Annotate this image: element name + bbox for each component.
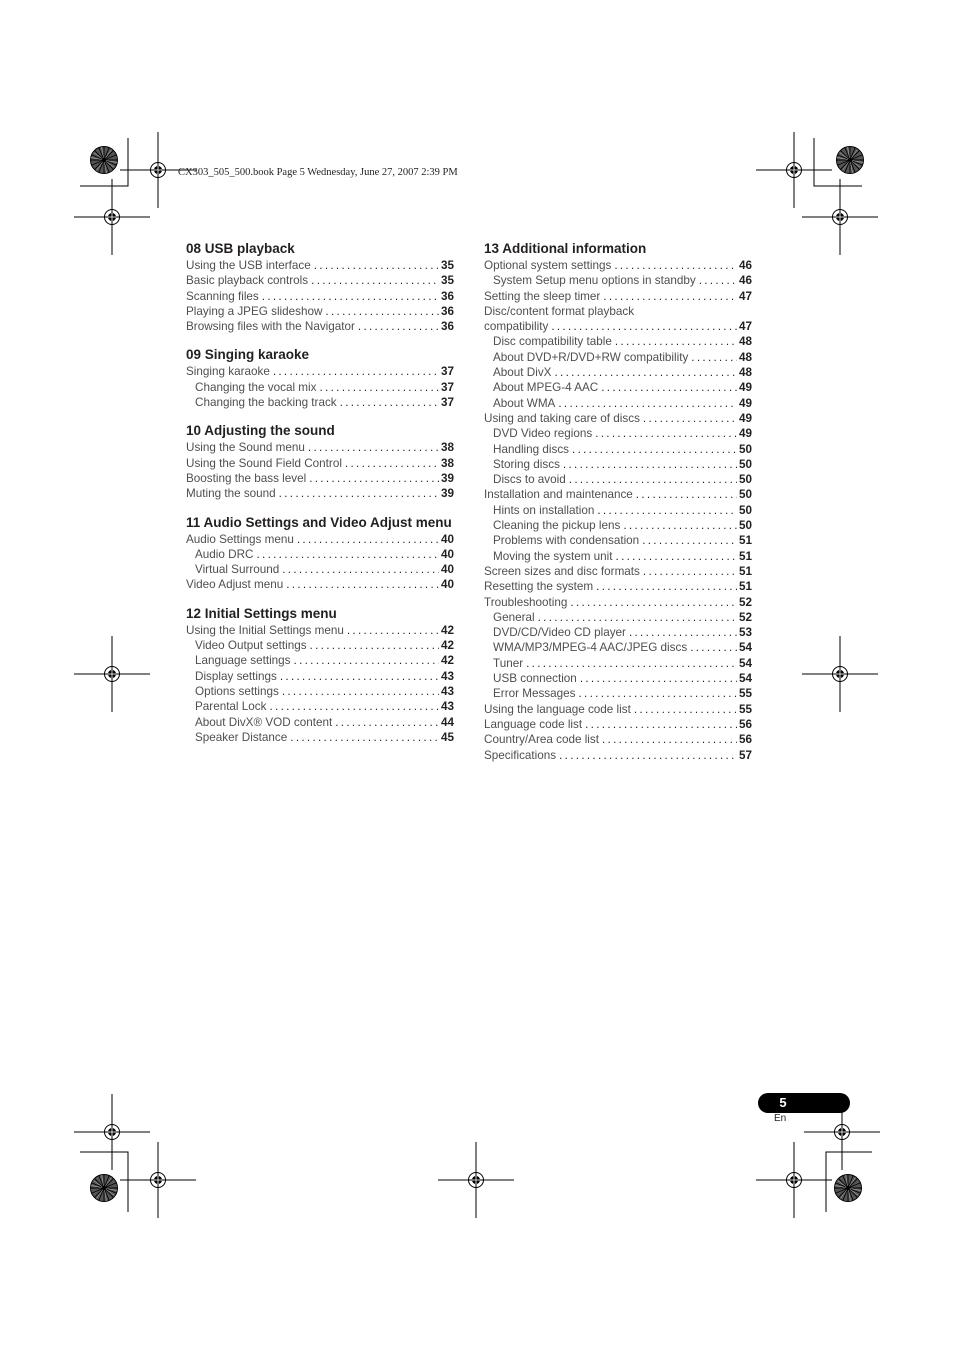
toc-entry-page: 42 bbox=[440, 654, 454, 668]
toc-entry-page: 52 bbox=[738, 610, 752, 624]
toc-entry bbox=[484, 610, 752, 625]
toc-entry bbox=[186, 380, 454, 395]
toc-entry-text: Virtual Surround bbox=[195, 563, 280, 577]
toc-section bbox=[484, 240, 752, 763]
toc-entry-text: Audio DRC bbox=[195, 547, 254, 561]
toc-entry-page: 35 bbox=[440, 259, 454, 272]
toc-entry bbox=[484, 334, 752, 349]
dot-leader bbox=[634, 702, 737, 717]
toc-entry-text: compatibility bbox=[484, 320, 549, 334]
toc-entry-page: 56 bbox=[738, 717, 752, 731]
dot-leader bbox=[335, 715, 439, 730]
toc-entry bbox=[186, 577, 454, 592]
toc-entry-text: Basic playback controls bbox=[186, 274, 309, 288]
dot-leader bbox=[616, 549, 737, 564]
dot-leader bbox=[310, 638, 439, 653]
toc-entry-text: About MPEG-4 AAC bbox=[493, 381, 599, 395]
toc-entry-text: Discs to avoid bbox=[493, 473, 566, 487]
toc-entry bbox=[484, 273, 752, 288]
toc-entry-text: Boosting the bass level bbox=[186, 471, 307, 485]
toc-entry-text: Display settings bbox=[195, 669, 277, 683]
toc-section bbox=[186, 514, 454, 593]
dot-leader bbox=[286, 577, 439, 592]
dot-leader bbox=[269, 699, 439, 714]
toc-entry-text: Country/Area code list bbox=[484, 733, 599, 747]
toc-entry bbox=[484, 595, 752, 610]
dot-leader bbox=[643, 411, 737, 426]
toc-entry-page: 52 bbox=[738, 595, 752, 609]
file-header: CX303_505_500.book Page 5 Wednesday, June 27, 2007 2:39 PM bbox=[178, 167, 458, 178]
toc-entry bbox=[484, 457, 752, 472]
toc-entry-page: 50 bbox=[738, 473, 752, 487]
dot-leader bbox=[643, 564, 737, 579]
toc-entry bbox=[186, 730, 454, 745]
toc-entry bbox=[484, 426, 752, 441]
toc-entry-page: 55 bbox=[738, 702, 752, 716]
toc-section-title: 11 Audio Settings and Video Adjust menu bbox=[186, 514, 452, 530]
toc-entry bbox=[484, 686, 752, 701]
toc-entry-text: Optional system settings bbox=[484, 259, 612, 272]
toc-entry-page: 42 bbox=[440, 639, 454, 653]
toc-entry-page: 54 bbox=[738, 656, 752, 670]
toc-entry-page: 56 bbox=[738, 733, 752, 747]
dot-leader bbox=[279, 486, 439, 501]
dot-leader bbox=[345, 456, 439, 471]
toc-entry bbox=[484, 564, 752, 579]
toc-section bbox=[186, 605, 454, 745]
toc-entry bbox=[484, 380, 752, 395]
toc-entry-text: Scanning files bbox=[186, 289, 259, 303]
toc-entry-text: Muting the sound bbox=[186, 487, 276, 501]
dot-leader bbox=[309, 471, 439, 486]
toc-entry bbox=[484, 702, 752, 717]
dot-leader bbox=[308, 440, 439, 455]
toc-entry-page: 39 bbox=[440, 471, 454, 485]
toc-entry bbox=[186, 258, 454, 273]
toc-entry-page: 48 bbox=[738, 350, 752, 364]
toc-entry-text: Cleaning the pickup lens bbox=[493, 519, 621, 533]
toc-entry-page: 49 bbox=[738, 427, 752, 441]
dot-leader bbox=[636, 487, 737, 502]
dot-leader bbox=[320, 380, 439, 395]
toc-entry bbox=[484, 442, 752, 457]
toc-entry-page: 38 bbox=[440, 456, 454, 470]
dot-leader bbox=[690, 640, 737, 655]
toc-entry bbox=[484, 487, 752, 502]
toc-entry-text: Disc compatibility table bbox=[493, 335, 612, 349]
dot-leader bbox=[294, 653, 439, 668]
toc-entry-page: 48 bbox=[738, 335, 752, 349]
toc-entry-text: DVD Video regions bbox=[493, 427, 593, 441]
toc-entry bbox=[484, 365, 752, 380]
dot-leader bbox=[314, 258, 439, 273]
toc-entry-page: 38 bbox=[440, 441, 454, 455]
toc-entry-text: Changing the vocal mix bbox=[195, 380, 317, 394]
toc-entry bbox=[186, 684, 454, 699]
toc-entry bbox=[186, 304, 454, 319]
toc-entry bbox=[186, 699, 454, 714]
dot-leader bbox=[615, 334, 737, 349]
toc-entry-text: Language code list bbox=[484, 717, 583, 731]
toc-entry bbox=[484, 518, 752, 533]
dot-leader bbox=[595, 426, 737, 441]
toc-entry bbox=[484, 549, 752, 564]
toc-entry-text: Disc/content format playback bbox=[484, 304, 635, 318]
dot-leader bbox=[273, 364, 439, 379]
dot-leader bbox=[691, 350, 737, 365]
toc-entry-page: 47 bbox=[738, 320, 752, 334]
toc-entry-text: USB connection bbox=[493, 672, 577, 686]
toc-entry-text: Resetting the system bbox=[484, 580, 594, 594]
toc-entry-text: Options settings bbox=[195, 684, 279, 698]
dot-leader bbox=[551, 319, 737, 334]
toc-entry bbox=[484, 579, 752, 594]
dot-leader bbox=[570, 595, 737, 610]
toc-entry-page: 36 bbox=[440, 289, 454, 303]
toc-entry bbox=[484, 717, 752, 732]
toc-entry-page: 40 bbox=[440, 532, 454, 546]
dot-leader bbox=[597, 503, 737, 518]
toc-entry-text: Using the Initial Settings menu bbox=[186, 623, 344, 637]
toc-entry-page: 50 bbox=[738, 442, 752, 456]
toc-entry-page: 46 bbox=[738, 259, 752, 272]
toc-entry-text: Singing karaoke bbox=[186, 365, 270, 379]
toc-entry bbox=[484, 396, 752, 411]
toc-entry-text: Video Output settings bbox=[195, 639, 307, 653]
toc-entry bbox=[484, 732, 752, 747]
dot-leader bbox=[256, 547, 439, 562]
toc-entry-page: 50 bbox=[738, 503, 752, 517]
toc-entry-page: 51 bbox=[738, 580, 752, 594]
toc-entry bbox=[186, 669, 454, 684]
toc-entry bbox=[186, 638, 454, 653]
toc-entry bbox=[186, 653, 454, 668]
toc-entry-page: 36 bbox=[440, 304, 454, 318]
toc-entry-text: Problems with condensation bbox=[493, 534, 640, 548]
toc-entry-text: System Setup menu options in standby bbox=[493, 274, 696, 288]
dot-leader bbox=[290, 730, 439, 745]
toc-entry-page: 50 bbox=[738, 488, 752, 502]
dot-leader bbox=[572, 442, 737, 457]
toc-entry bbox=[484, 640, 752, 655]
dot-leader bbox=[699, 273, 737, 288]
toc-entry-text: Using and taking care of discs bbox=[484, 411, 640, 425]
toc-entry bbox=[484, 411, 752, 426]
toc-entry-text: Moving the system unit bbox=[493, 549, 613, 563]
toc-entry-text: Parental Lock bbox=[195, 700, 267, 714]
toc-entry-page: 39 bbox=[440, 487, 454, 501]
toc-entry-page: 40 bbox=[440, 563, 454, 577]
toc-entry bbox=[186, 289, 454, 304]
dot-leader bbox=[325, 304, 439, 319]
toc-entry-text: Audio Settings menu bbox=[186, 532, 294, 546]
toc-entry bbox=[484, 289, 752, 304]
toc-entry-page: 51 bbox=[738, 534, 752, 548]
toc-entry-page: 49 bbox=[738, 411, 752, 425]
toc-entry-text: Storing discs bbox=[493, 457, 560, 471]
toc-entry-text: WMA/MP3/MPEG-4 AAC/JPEG discs bbox=[493, 641, 688, 655]
dot-leader bbox=[558, 396, 737, 411]
toc-entry-text: DVD/CD/Video CD player bbox=[493, 626, 626, 640]
dot-leader bbox=[347, 623, 439, 638]
dot-leader bbox=[340, 395, 439, 410]
toc-entry bbox=[484, 319, 752, 334]
dot-leader bbox=[596, 579, 737, 594]
dot-leader bbox=[526, 656, 737, 671]
dot-leader bbox=[602, 732, 737, 747]
toc-entry-text: Using the USB interface bbox=[186, 259, 311, 272]
toc-section bbox=[186, 240, 454, 334]
toc-entry-text: Setting the sleep timer bbox=[484, 289, 601, 303]
toc-section bbox=[186, 422, 454, 501]
toc-entry-text: Playing a JPEG slideshow bbox=[186, 304, 323, 318]
toc-entry bbox=[186, 715, 454, 730]
toc-entry bbox=[484, 258, 752, 273]
dot-leader bbox=[538, 610, 737, 625]
toc-entry-page: 43 bbox=[440, 669, 454, 683]
toc-entry-text: Handling discs bbox=[493, 442, 570, 456]
toc-entry-text: About DivX® VOD content bbox=[195, 715, 333, 729]
toc-entry bbox=[186, 486, 454, 501]
toc-entry-page: 51 bbox=[738, 564, 752, 578]
toc-entry bbox=[186, 319, 454, 334]
toc-entry-text: Browsing files with the Navigator bbox=[186, 320, 355, 334]
dot-leader bbox=[569, 472, 737, 487]
toc-entry-page: 50 bbox=[738, 457, 752, 471]
toc-entry-page: 43 bbox=[440, 684, 454, 698]
toc-entry-page: 54 bbox=[738, 672, 752, 686]
toc-entry bbox=[186, 440, 454, 455]
toc-entry-page: 37 bbox=[440, 396, 454, 410]
toc-entry-text: Specifications bbox=[484, 748, 557, 762]
toc-entry-page: 37 bbox=[440, 380, 454, 394]
dot-leader bbox=[311, 273, 439, 288]
toc-entry bbox=[484, 656, 752, 671]
toc-entry bbox=[484, 533, 752, 548]
toc-entry-text: Using the Sound menu bbox=[186, 441, 305, 455]
toc-section-title: 12 Initial Settings menu bbox=[186, 605, 337, 621]
toc-entry-text: General bbox=[493, 610, 535, 624]
dot-leader bbox=[580, 671, 737, 686]
toc-entry-text: Error Messages bbox=[493, 687, 576, 701]
dot-leader bbox=[280, 669, 439, 684]
dot-leader bbox=[614, 258, 737, 273]
page-number: 5 bbox=[779, 1095, 787, 1110]
toc-section-title: 10 Adjusting the sound bbox=[186, 423, 335, 439]
toc-entry-text: Hints on installation bbox=[493, 503, 595, 517]
toc-entry-page: 43 bbox=[440, 700, 454, 714]
toc-entry-page: 48 bbox=[738, 366, 752, 380]
toc-entry-page: 46 bbox=[738, 274, 752, 288]
toc-entry-text: Language settings bbox=[195, 654, 291, 668]
toc-entry-page: 54 bbox=[738, 641, 752, 655]
toc-entry-page: 44 bbox=[440, 715, 454, 729]
toc-entry-text: Installation and maintenance bbox=[484, 488, 633, 502]
toc-entry bbox=[484, 748, 752, 763]
toc-entry-page: 50 bbox=[738, 519, 752, 533]
toc-column-right bbox=[484, 240, 752, 775]
toc-entry bbox=[484, 625, 752, 640]
dot-leader bbox=[585, 717, 737, 732]
toc-entry-page: 47 bbox=[738, 289, 752, 303]
toc-entry-text: Using the Sound Field Control bbox=[186, 456, 342, 470]
toc-entry bbox=[186, 364, 454, 379]
dot-leader bbox=[642, 533, 737, 548]
dot-leader bbox=[563, 457, 737, 472]
toc-column-left bbox=[186, 240, 454, 757]
page-language: En bbox=[774, 1113, 787, 1124]
dot-leader bbox=[623, 518, 737, 533]
toc-entry-text: About WMA bbox=[493, 396, 556, 410]
toc-section-title: 13 Additional information bbox=[484, 241, 647, 256]
dot-leader bbox=[629, 625, 737, 640]
toc-entry-text: Screen sizes and disc formats bbox=[484, 564, 640, 578]
toc-entry-page: 35 bbox=[440, 274, 454, 288]
dot-leader bbox=[297, 532, 439, 547]
toc-entry-page: 37 bbox=[440, 365, 454, 379]
page-number-tab bbox=[758, 1093, 850, 1113]
toc-entry bbox=[186, 395, 454, 410]
toc-entry-text: Video Adjust menu bbox=[186, 578, 284, 592]
toc-entry bbox=[186, 532, 454, 547]
toc-entry-text: Speaker Distance bbox=[195, 730, 288, 744]
toc-entry-text: About DVD+R/DVD+RW compatibility bbox=[493, 350, 689, 364]
toc-entry-page: 40 bbox=[440, 547, 454, 561]
toc-entry-page: 45 bbox=[440, 730, 454, 744]
toc-entry-page: 51 bbox=[738, 549, 752, 563]
toc-entry-text: Using the language code list bbox=[484, 702, 631, 716]
dot-leader bbox=[579, 686, 737, 701]
dot-leader bbox=[358, 319, 439, 334]
toc-entry bbox=[484, 671, 752, 686]
toc-entry bbox=[186, 273, 454, 288]
dot-leader bbox=[603, 289, 737, 304]
toc-entry-text: Tuner bbox=[493, 656, 524, 670]
toc-entry-page: 57 bbox=[738, 748, 752, 762]
toc-entry-page: 49 bbox=[738, 396, 752, 410]
toc-entry-page: 42 bbox=[440, 623, 454, 637]
toc-entry-text: Changing the backing track bbox=[195, 396, 337, 410]
toc-entry bbox=[186, 562, 454, 577]
toc-entry bbox=[186, 547, 454, 562]
toc-section-title: 09 Singing karaoke bbox=[186, 347, 310, 363]
toc-entry-page: 49 bbox=[738, 381, 752, 395]
dot-leader bbox=[559, 748, 737, 763]
toc-entry-text: Troubleshooting bbox=[484, 595, 568, 609]
toc-entry-text: About DivX bbox=[493, 366, 552, 380]
toc-entry-page: 53 bbox=[738, 626, 752, 640]
toc-entry bbox=[186, 456, 454, 471]
dot-leader bbox=[554, 365, 737, 380]
toc-entry-page: 55 bbox=[738, 687, 752, 701]
toc-entry bbox=[484, 503, 752, 518]
toc-entry bbox=[484, 350, 752, 365]
toc-entry-page: 36 bbox=[440, 320, 454, 334]
toc-section bbox=[186, 346, 454, 410]
toc-entry-page: 40 bbox=[440, 578, 454, 592]
toc-entry bbox=[186, 471, 454, 486]
toc-entry bbox=[186, 623, 454, 638]
dot-leader bbox=[601, 380, 737, 395]
dot-leader bbox=[262, 289, 439, 304]
toc-section-title: 08 USB playback bbox=[186, 241, 295, 256]
toc-entry bbox=[484, 472, 752, 487]
dot-leader bbox=[282, 562, 439, 577]
dot-leader bbox=[282, 684, 439, 699]
